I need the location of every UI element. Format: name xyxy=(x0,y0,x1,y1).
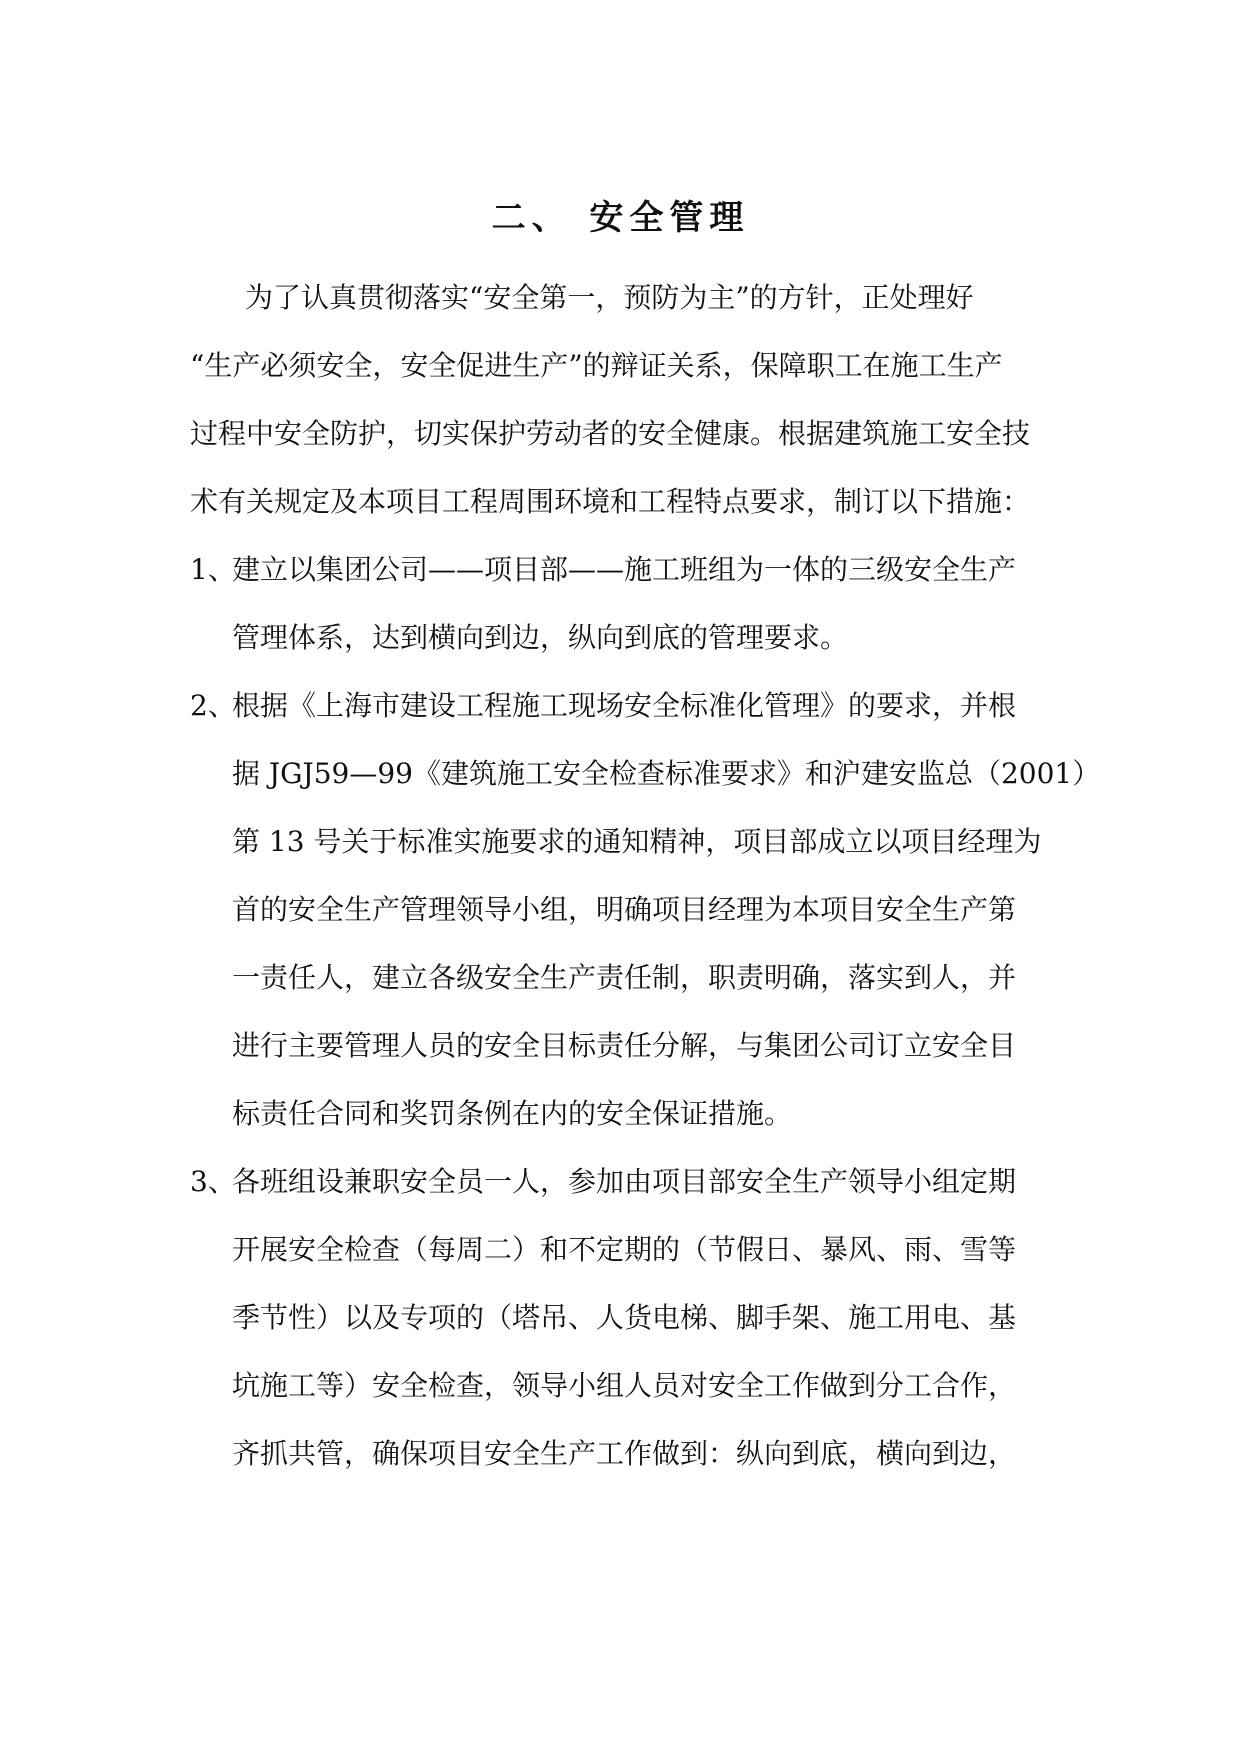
intro-line: 为了认真贯彻落实“安全第一，预防为主”的方针，正处理好 xyxy=(245,281,974,314)
list-item-line: 齐抓共管，确保项目安全生产工作做到：纵向到底，横向到边， xyxy=(232,1437,1017,1470)
list-item-line: 建立以集团公司——项目部——施工班组为一体的三级安全生产 xyxy=(232,553,1017,586)
list-item-line: 坑施工等）安全检查，领导小组人员对安全工作做到分工合作， xyxy=(232,1369,1017,1402)
list-item-line: 开展安全检查（每周二）和不定期的（节假日、暴风、雨、雪等 xyxy=(232,1233,1017,1266)
list-item-line: 管理体系，达到横向到边，纵向到底的管理要求。 xyxy=(232,621,849,654)
list-item-line: 首的安全生产管理领导小组，明确项目经理为本项目安全生产第 xyxy=(232,893,1017,926)
item-number: 1、 xyxy=(190,553,236,586)
list-item-line: 据 JGJ59—99《建筑施工安全检查标准要求》和沪建安监总（2001） xyxy=(232,757,1101,790)
list-item-line: 第 13 号关于标准实施要求的通知精神，项目部成立以项目经理为 xyxy=(232,825,1042,858)
intro-line: 过程中安全防护，切实保护劳动者的安全健康。根据建筑施工安全技 xyxy=(190,417,1031,450)
page-title: 二、 安全管理 xyxy=(491,198,750,238)
list-item-line: 进行主要管理人员的安全目标责任分解，与集团公司订立安全目 xyxy=(232,1029,1017,1062)
intro-line: 术有关规定及本项目工程周围环境和工程特点要求，制订以下措施： xyxy=(190,485,1031,518)
item-number: 2、 xyxy=(190,689,236,722)
intro-line: “生产必须安全，安全促进生产”的辩证关系，保障职工在施工生产 xyxy=(190,349,1003,382)
list-item-line: 根据《上海市建设工程施工现场安全标准化管理》的要求，并根 xyxy=(232,689,1017,722)
list-item-line: 各班组设兼职安全员一人，参加由项目部安全生产领导小组定期 xyxy=(232,1165,1017,1198)
list-item-line: 季节性）以及专项的（塔吊、人货电梯、脚手架、施工用电、基 xyxy=(232,1301,1017,1334)
list-item-line: 一责任人，建立各级安全生产责任制，职责明确，落实到人，并 xyxy=(232,961,1017,994)
list-item-line: 标责任合同和奖罚条例在内的安全保证措施。 xyxy=(232,1097,793,1130)
item-number: 3、 xyxy=(190,1165,236,1198)
